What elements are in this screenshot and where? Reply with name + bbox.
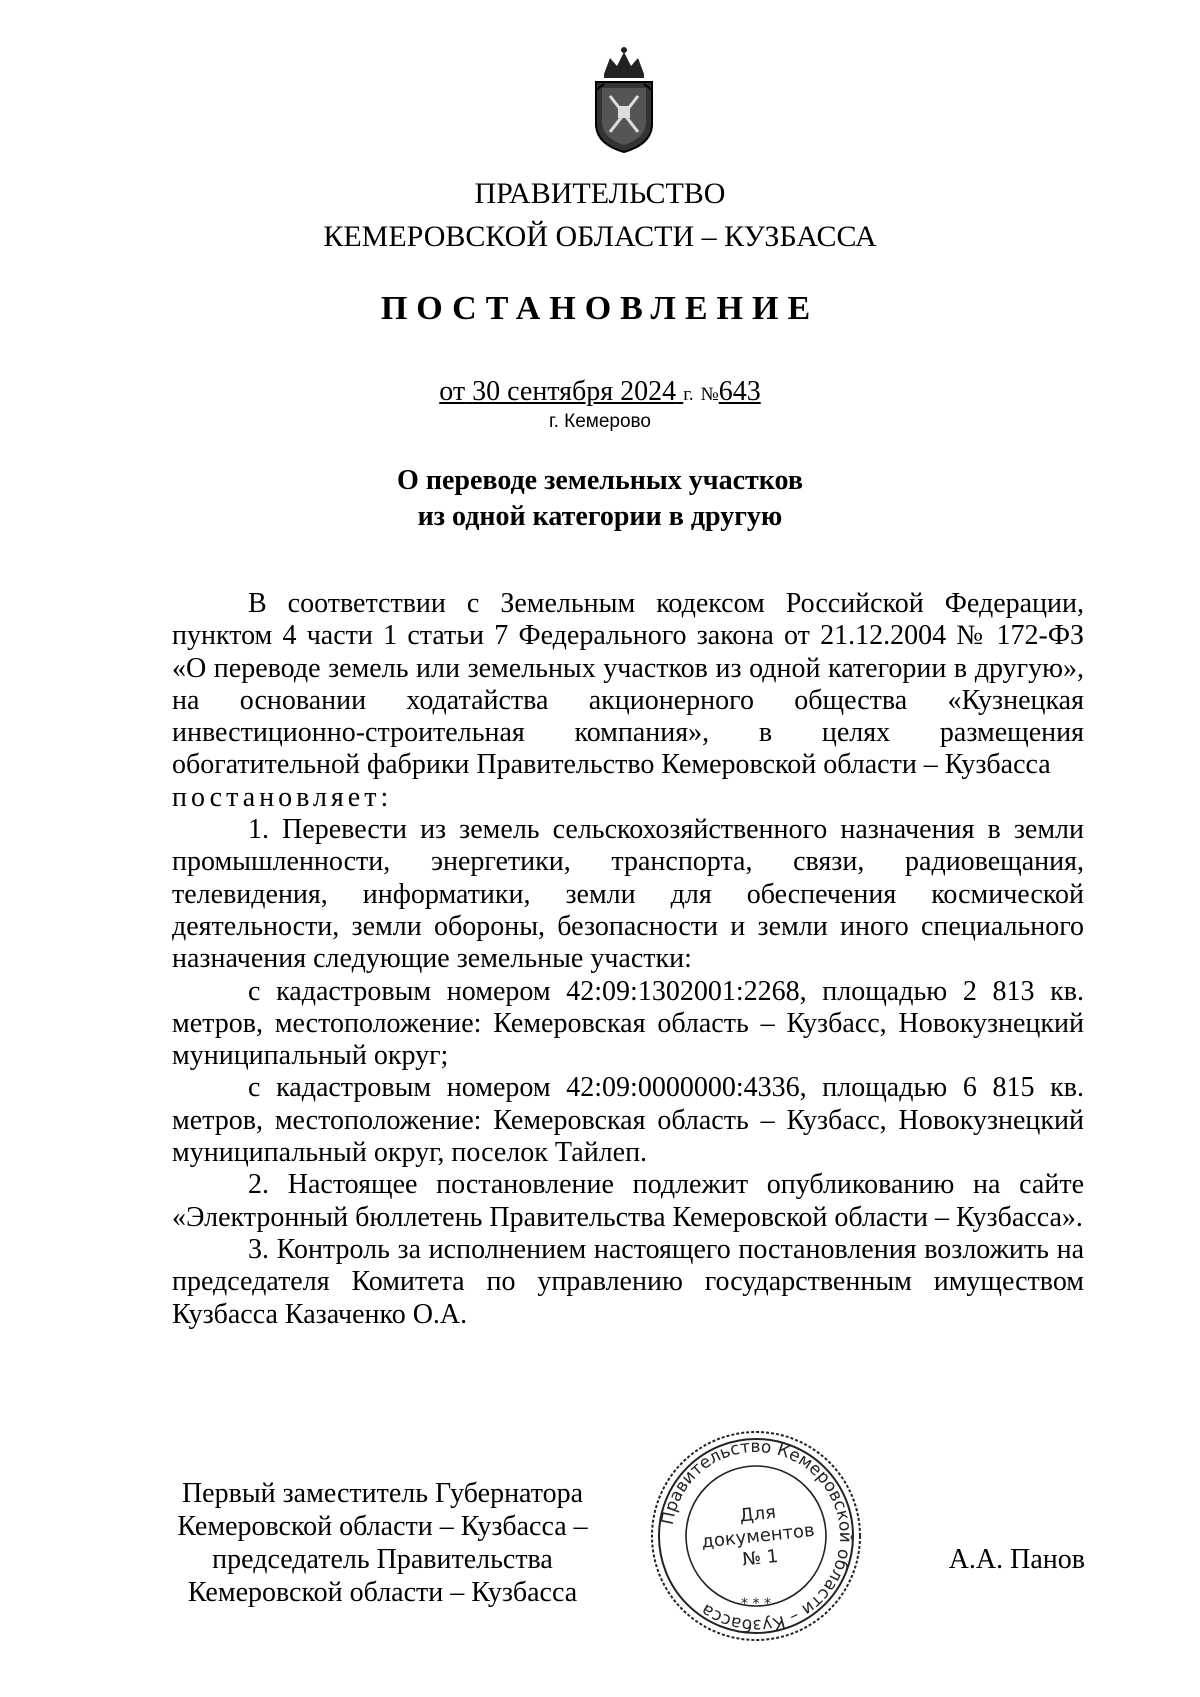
stamp-center-line1: Для <box>738 1501 777 1527</box>
date-prefix: от <box>439 376 466 407</box>
signatory-position <box>160 1477 605 1609</box>
stamp-center-line3: № 1 <box>741 1545 780 1571</box>
preamble-paragraph: В соответствии с Земельным кодексом Российской Федерации, пунктом 4 части 1 статьи 7 Федерального закона от 21.12.2004 № 172-ФЗ «О переводе земель или земельных участков из одной категории в другую», на основании ходатайства акционерного общества «Кузнецкая инвестиционно-строительная компания», в целях размещения обогатительной фабрики Правительство Кемеровской области – Кузбасса <box>172 588 1084 781</box>
document-number: 643 <box>718 376 761 407</box>
resolves-word: постановляет: <box>172 781 393 813</box>
land-plot-2-paragraph: с кадастровым номером 42:09:0000000:4336, площадью 6 815 кв. метров, местоположение: Кемеровская область – Кузбасс, Новокузнецкий муниципальный округ, поселок Тайлеп. <box>172 1072 1084 1169</box>
document-body <box>172 588 1084 1331</box>
subject-line1: О переводе земельных участков <box>397 465 803 496</box>
document-subject <box>0 463 1200 535</box>
stamp-ring-text: Правительство Кемеровской области – Кузбасса <box>657 1436 856 1636</box>
stamp-stars: * * * <box>741 1596 771 1612</box>
signatory-position-line3: председатель Правительства <box>212 1544 553 1575</box>
year-suffix: г. <box>683 384 694 405</box>
item-3-paragraph: 3. Контроль за исполнением настоящего постановления возложить на председателя Комитета по управлению государственным имуществом Кузбасса Казаченко О.А. <box>172 1233 1084 1330</box>
government-title-line2: КЕМЕРОВСКОЙ ОБЛАСТИ – КУЗБАССА <box>323 220 877 253</box>
government-title-line1: ПРАВИТЕЛЬСТВО <box>474 177 726 210</box>
land-plot-1-paragraph: с кадастровым номером 42:09:1302001:2268, площадью 2 813 кв. метров, местоположение: Кемеровская область – Кузбасс, Новокузнецкий муниципальный округ; <box>172 975 1084 1072</box>
signatory-position-line2: Кемеровской области – Кузбасса – <box>177 1511 588 1542</box>
signatory-position-line4: Кемеровской области – Кузбасса <box>187 1577 578 1608</box>
signatory-name: А.А. Панов <box>948 1544 1085 1575</box>
subject-line2: из одной категории в другую <box>417 501 783 532</box>
signatory-position-line1: Первый заместитель Губернатора <box>181 1478 584 1509</box>
document-dateline <box>0 375 1200 412</box>
stamp-center-line2: документов <box>700 1519 816 1553</box>
document-date: 30 сентября 2024 <box>472 376 677 407</box>
official-stamp <box>648 1428 864 1644</box>
coat-of-arms-emblem <box>590 44 658 154</box>
number-sign: № <box>700 384 719 405</box>
item-2-paragraph: 2. Настоящее постановление подлежит опубликованию на сайте «Электронный бюллетень Правительства Кемеровской области – Кузбасса». <box>172 1169 1084 1233</box>
item-1-paragraph: 1. Перевести из земель сельскохозяйственного назначения в земли промышленности, энергетики, транспорта, связи, радиовещания, телевидения, информатики, земли для обеспечения космической деятельности, земли обороны, безопасности и земли иного специального назначения следующие земельные участки: <box>172 814 1084 975</box>
issue-city: г. Кемерово <box>548 411 651 432</box>
document-type-title: ПОСТАНОВЛЕНИЕ <box>380 290 820 327</box>
